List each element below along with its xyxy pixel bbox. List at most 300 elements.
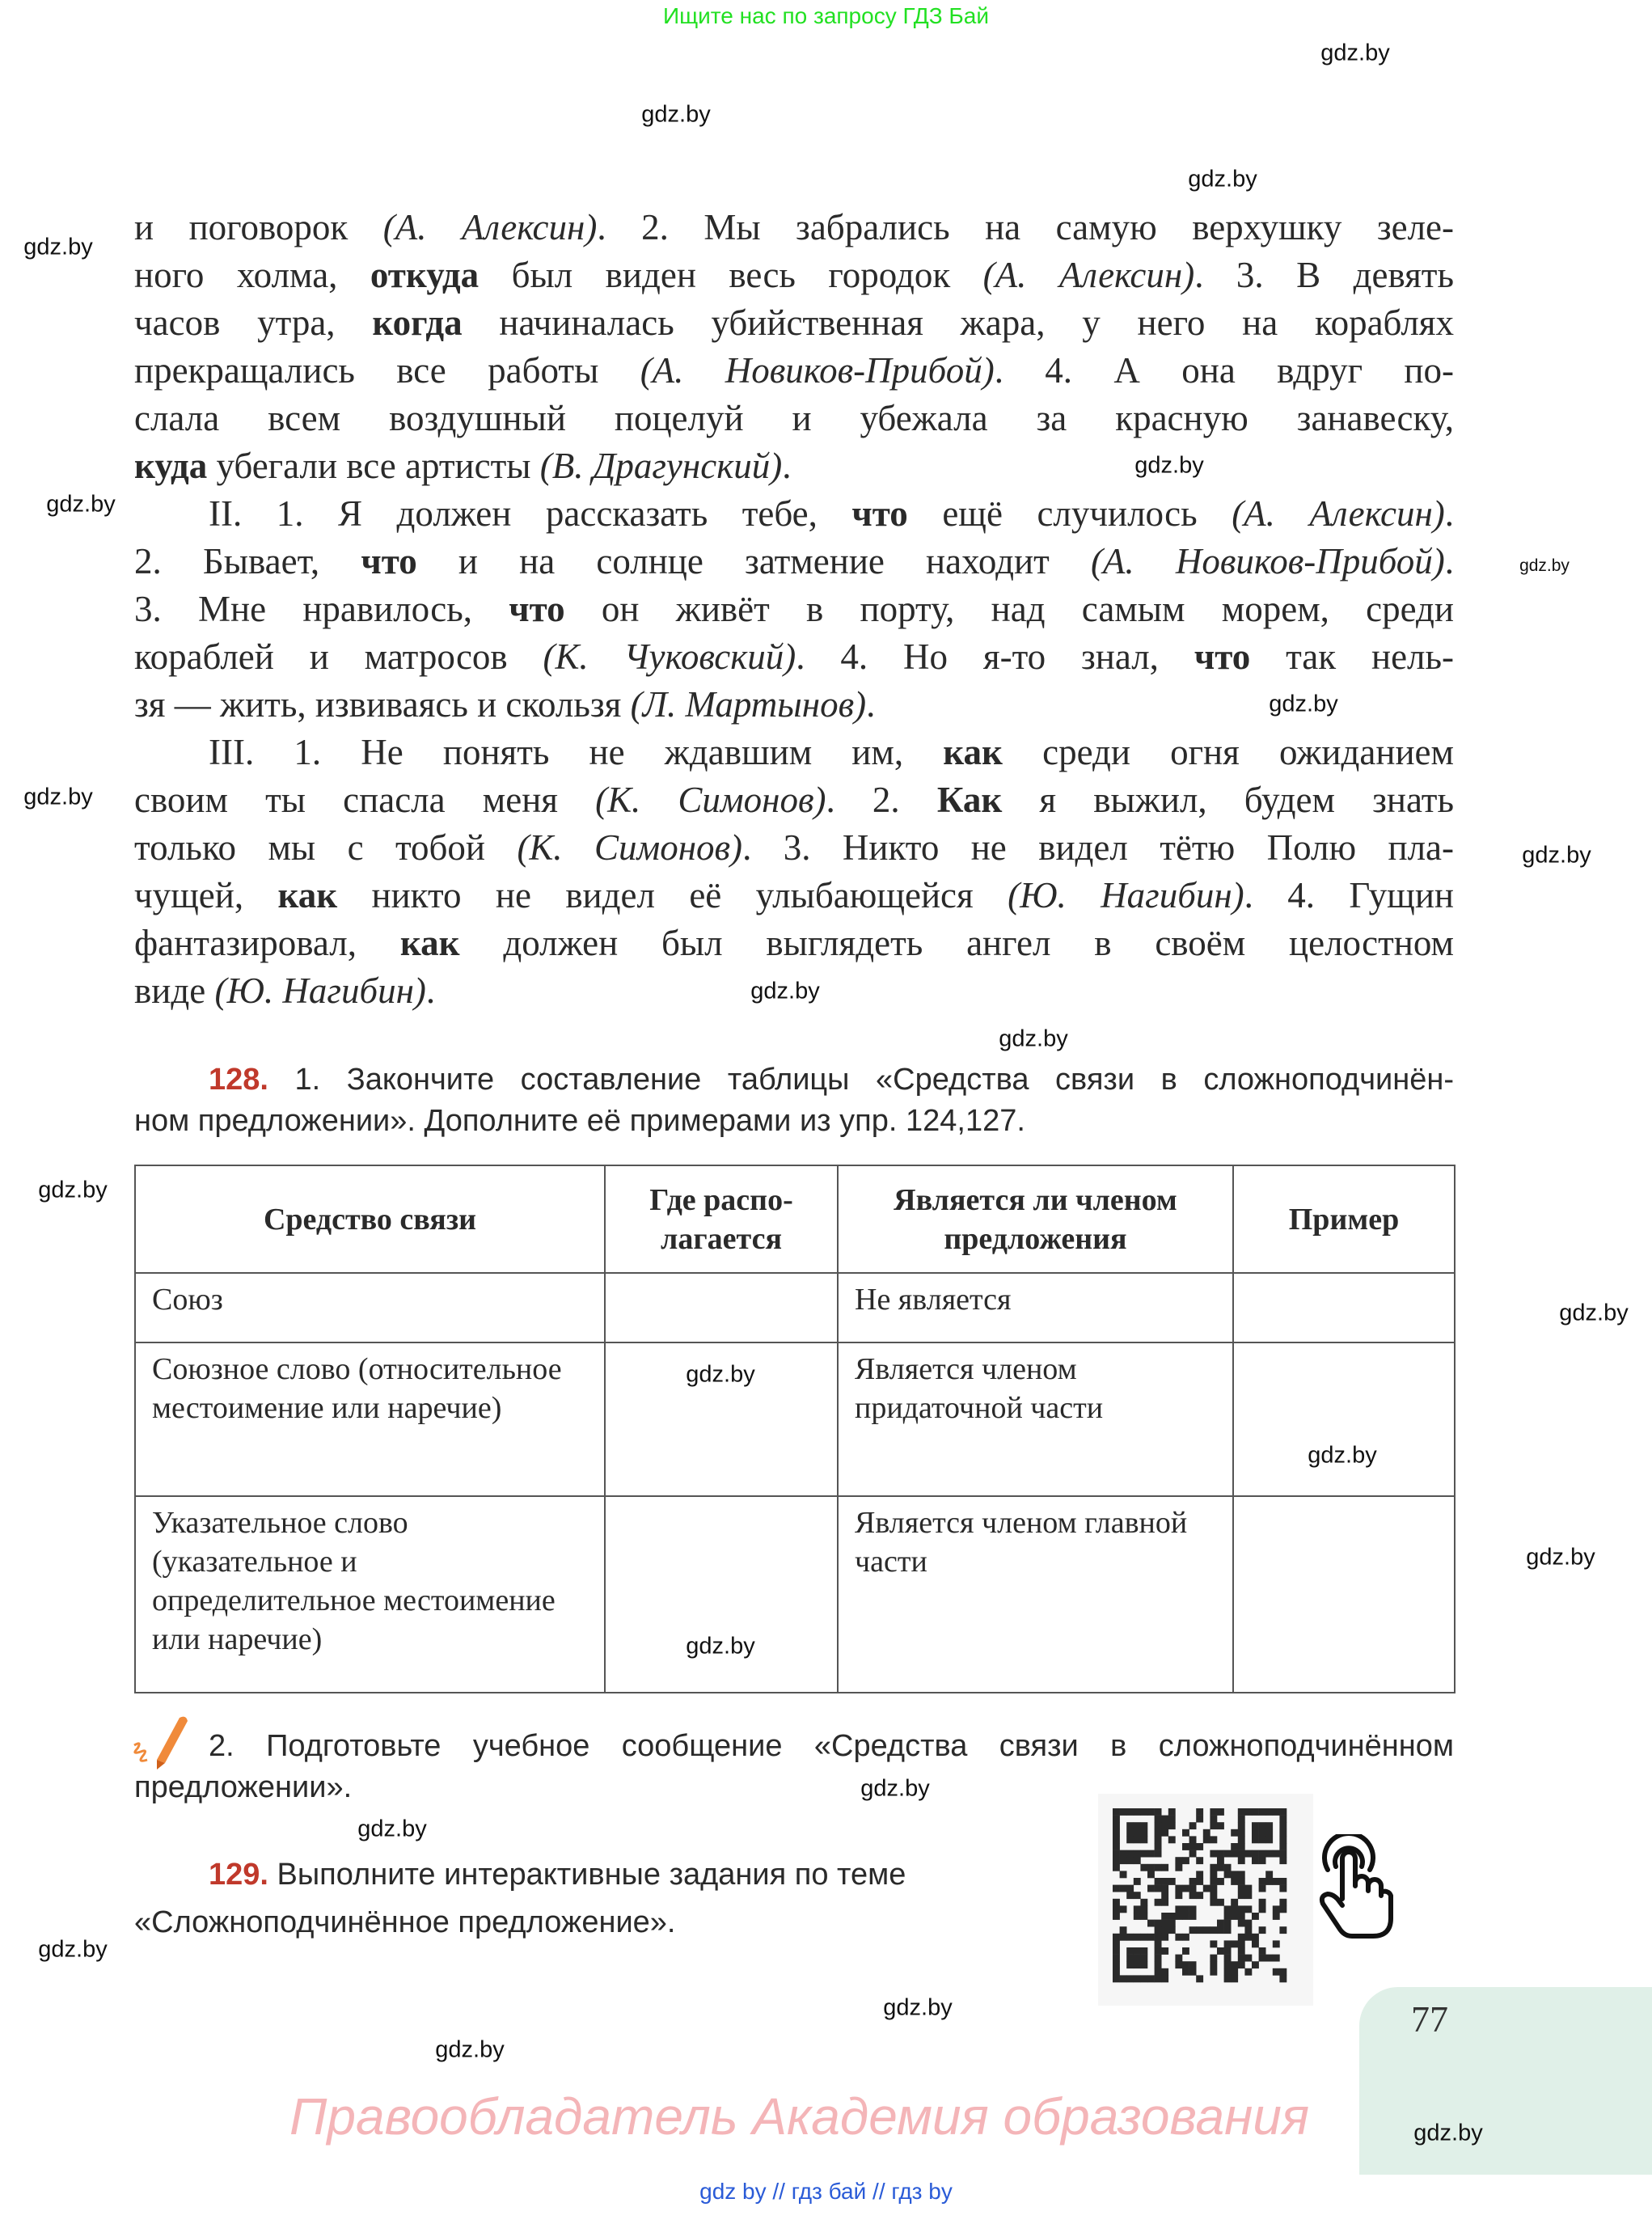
search-banner[interactable]: Ищите нас по запросу ГДЗ Бай — [662, 3, 990, 28]
qr-module — [1155, 1808, 1162, 1816]
qr-module — [1244, 1850, 1252, 1858]
qr-module — [1210, 1871, 1217, 1878]
author-citation: (К. Симонов) — [517, 827, 743, 868]
qr-module — [1238, 1836, 1245, 1843]
qr-module — [1238, 1857, 1245, 1864]
text-segment: должен был выглядеть ангел в своём целостном — [459, 923, 1454, 963]
qr-module — [1155, 1934, 1162, 1941]
qr-module — [1196, 1843, 1203, 1850]
qr-module — [1113, 1857, 1120, 1864]
qr-code[interactable] — [1098, 1794, 1313, 2006]
qr-module — [1113, 1975, 1120, 1982]
qr-module — [1161, 1822, 1168, 1829]
qr-module — [1244, 1934, 1252, 1941]
text-segment: фантазировал, — [134, 923, 400, 963]
qr-module — [1155, 1961, 1162, 1968]
text-segment: . — [1444, 493, 1454, 534]
qr-module — [1161, 1829, 1168, 1837]
qr-module — [1189, 1968, 1197, 1976]
qr-module — [1238, 1816, 1245, 1823]
qr-module — [1120, 1934, 1127, 1941]
qr-module — [1279, 1816, 1287, 1823]
watermark: gdz.by — [686, 1633, 755, 1660]
qr-module — [1126, 1892, 1134, 1899]
qr-module — [1265, 1822, 1273, 1829]
qr-module — [1217, 1808, 1224, 1816]
text-segment: . 3. В девять — [1194, 255, 1454, 295]
watermark: gdz.by — [1269, 691, 1338, 717]
conjunction-bold: когда — [372, 302, 463, 343]
text-line — [134, 920, 1454, 967]
text-segment: среди огня ожиданием — [1002, 732, 1454, 772]
task-text: 2. Подготовьте учебное сообщение «Средства связи в сложноподчинённом — [209, 1729, 1454, 1763]
qr-module — [1189, 1885, 1197, 1892]
qr-module — [1155, 1829, 1162, 1837]
qr-module — [1182, 1913, 1189, 1920]
qr-module — [1147, 1975, 1155, 1982]
qr-module — [1279, 1850, 1287, 1858]
qr-module — [1224, 1968, 1232, 1976]
qr-module — [1175, 1913, 1182, 1920]
qr-module — [1189, 1822, 1197, 1829]
watermark: gdz.by — [23, 234, 93, 260]
text-line — [134, 442, 1454, 490]
text-segment: кораблей и матросов — [134, 636, 543, 677]
text-segment: . — [1444, 541, 1454, 581]
table-cell[interactable] — [1233, 1273, 1455, 1342]
qr-module — [1217, 1850, 1224, 1858]
table-row — [135, 1496, 1455, 1693]
qr-module — [1126, 1850, 1134, 1858]
qr-module — [1224, 1850, 1232, 1858]
qr-module — [1147, 1871, 1155, 1878]
qr-module — [1140, 1913, 1147, 1920]
qr-module — [1140, 1829, 1147, 1837]
qr-module — [1196, 1878, 1203, 1885]
author-citation: (К. Симонов) — [595, 780, 826, 820]
conjunction-bold: что — [361, 541, 417, 581]
qr-module — [1126, 1857, 1134, 1864]
rights-holder-watermark: Правообладатель Академия образования — [289, 2087, 1310, 2146]
text-segment: II. 1. Я должен рассказать тебе, — [209, 493, 852, 534]
qr-module — [1140, 1864, 1147, 1871]
watermark: gdz.by — [1308, 1442, 1377, 1469]
qr-module — [1140, 1934, 1147, 1941]
qr-module — [1126, 1975, 1134, 1982]
qr-module — [1231, 1968, 1238, 1976]
watermark: gdz.by — [1519, 556, 1570, 575]
qr-module — [1238, 1947, 1245, 1955]
qr-module — [1189, 1843, 1197, 1850]
watermark: gdz.by — [1320, 40, 1390, 66]
qr-module — [1189, 1892, 1197, 1899]
author-citation: (Л. Мартынов) — [630, 684, 867, 725]
qr-module — [1175, 1892, 1182, 1899]
qr-module — [1155, 1940, 1162, 1947]
qr-module — [1238, 1843, 1245, 1850]
qr-module — [1217, 1864, 1224, 1871]
qr-module — [1113, 1905, 1120, 1913]
qr-module — [1120, 1926, 1127, 1934]
qr-module — [1182, 1947, 1189, 1955]
qr-module — [1140, 1836, 1147, 1843]
qr-module — [1238, 1871, 1245, 1878]
qr-module — [1182, 1905, 1189, 1913]
qr-module — [1161, 1934, 1168, 1941]
qr-module — [1238, 1878, 1245, 1885]
qr-module — [1175, 1961, 1182, 1968]
qr-module — [1252, 1857, 1259, 1864]
qr-module — [1279, 1822, 1287, 1829]
text-line — [134, 204, 1454, 252]
table-cell[interactable] — [605, 1496, 838, 1693]
text-line — [134, 633, 1454, 681]
qr-module — [1279, 1905, 1287, 1913]
text-segment: прекращались все работы — [134, 350, 640, 391]
text-line — [134, 395, 1454, 442]
conjunction-bold: что — [851, 493, 908, 534]
qr-module — [1140, 1899, 1147, 1906]
qr-module — [1155, 1885, 1162, 1892]
qr-module — [1175, 1934, 1182, 1941]
qr-module — [1224, 1947, 1232, 1955]
qr-module — [1259, 1955, 1266, 1962]
text-segment: III. 1. Не понять не ждавшим им, — [209, 732, 944, 772]
table-row — [135, 1273, 1455, 1342]
qr-module — [1189, 1926, 1197, 1934]
qr-module — [1168, 1836, 1176, 1843]
qr-module — [1120, 1905, 1127, 1913]
qr-module — [1259, 1899, 1266, 1906]
qr-module — [1252, 1961, 1259, 1968]
qr-module — [1210, 1816, 1217, 1823]
qr-module — [1273, 1808, 1280, 1816]
text-line — [134, 347, 1454, 395]
qr-module — [1203, 1829, 1210, 1837]
qr-module — [1161, 1892, 1168, 1899]
qr-module — [1155, 1968, 1162, 1976]
text-line — [134, 538, 1454, 586]
author-citation: (А. Новиков-Прибой) — [1090, 541, 1445, 581]
qr-module — [1155, 1955, 1162, 1962]
qr-module — [1196, 1857, 1203, 1864]
task-text: предложении». — [134, 1770, 353, 1804]
qr-module — [1134, 1961, 1141, 1968]
qr-module — [1252, 1822, 1259, 1829]
text-segment: . — [782, 446, 792, 486]
qr-module — [1203, 1926, 1210, 1934]
text-line — [134, 681, 1454, 729]
qr-module — [1155, 1975, 1162, 1982]
qr-module — [1238, 1808, 1245, 1816]
qr-module — [1244, 1885, 1252, 1892]
qr-module — [1147, 1864, 1155, 1871]
qr-module — [1273, 1905, 1280, 1913]
author-citation: (Ю. Нагибин) — [1008, 875, 1244, 915]
qr-module — [1120, 1975, 1127, 1982]
qr-module — [1113, 1968, 1120, 1976]
text-line — [134, 872, 1454, 920]
text-segment: . 4. Но я-то знал, — [796, 636, 1194, 677]
qr-module — [1175, 1857, 1182, 1864]
qr-module — [1126, 1808, 1134, 1816]
qr-module — [1231, 1829, 1238, 1837]
qr-module — [1244, 1808, 1252, 1816]
author-citation: (А. Новиков-Прибой) — [640, 350, 995, 391]
author-citation: (В. Драгунский) — [539, 446, 783, 486]
qr-module — [1189, 1905, 1197, 1913]
qr-module — [1189, 1836, 1197, 1843]
qr-module — [1224, 1926, 1232, 1934]
qr-module — [1161, 1926, 1168, 1934]
qr-module — [1155, 1947, 1162, 1955]
qr-module — [1134, 1808, 1141, 1816]
qr-module — [1273, 1878, 1280, 1885]
qr-module — [1259, 1905, 1266, 1913]
qr-module — [1168, 1878, 1176, 1885]
qr-module — [1113, 1864, 1120, 1871]
task-text: 1. Закончите составление таблицы «Средства связи в сложноподчинён- — [268, 1063, 1454, 1097]
qr-module — [1140, 1808, 1147, 1816]
qr-module — [1147, 1808, 1155, 1816]
qr-module — [1231, 1913, 1238, 1920]
qr-module — [1210, 1961, 1217, 1968]
qr-module — [1134, 1905, 1141, 1913]
qr-module — [1279, 1975, 1287, 1982]
text-segment: . — [425, 970, 436, 1011]
qr-module — [1244, 1920, 1252, 1927]
task-128 — [134, 1059, 1454, 1142]
qr-module — [1273, 1940, 1280, 1947]
conjunction-bold: как — [277, 875, 338, 915]
author-citation: (Ю. Нагибин) — [214, 970, 426, 1011]
qr-module — [1140, 1822, 1147, 1829]
qr-module — [1155, 1920, 1162, 1927]
qr-module — [1244, 1892, 1252, 1899]
qr-module — [1147, 1850, 1155, 1858]
text-segment: и на солнце затмение находит — [416, 541, 1091, 581]
text-segment: слала всем воздушный поцелуй и убежала за красную занавеску, — [134, 398, 1454, 438]
qr-module — [1217, 1947, 1224, 1955]
watermark: gdz.by — [23, 784, 93, 810]
qr-module — [1161, 1816, 1168, 1823]
qr-module — [1238, 1885, 1245, 1892]
qr-module — [1134, 1975, 1141, 1982]
table-cell: Является членом главной части — [838, 1496, 1233, 1693]
text-segment: только мы с тобой — [134, 827, 518, 868]
qr-module — [1140, 1961, 1147, 1968]
qr-module — [1259, 1808, 1266, 1816]
watermark: gdz.by — [641, 101, 711, 128]
qr-module — [1120, 1808, 1127, 1816]
qr-module — [1147, 1934, 1155, 1941]
table-cell: Указательное слово (указательное и определительное местоимение или наречие) — [135, 1496, 605, 1693]
qr-module — [1279, 1843, 1287, 1850]
qr-module — [1189, 1850, 1197, 1858]
text-segment: никто не видел её улыбающейся — [337, 875, 1008, 915]
qr-module — [1210, 1899, 1217, 1906]
qr-module — [1134, 1955, 1141, 1962]
qr-module — [1252, 1913, 1259, 1920]
qr-module — [1279, 1968, 1287, 1976]
author-citation: (А. Алексин) — [982, 255, 1195, 295]
qr-module — [1224, 1913, 1232, 1920]
qr-module — [1155, 1836, 1162, 1843]
qr-module — [1182, 1843, 1189, 1850]
watermark: gdz.by — [38, 1177, 108, 1203]
qr-module — [1210, 1885, 1217, 1892]
qr-module — [1134, 1822, 1141, 1829]
qr-module — [1196, 1975, 1203, 1982]
conjunction-bold: что — [509, 589, 565, 629]
table-cell: Союзное слово (относительное местоимение или наречие) — [135, 1342, 605, 1496]
table-header: Где распо- лагается — [605, 1165, 838, 1273]
qr-module — [1126, 1885, 1134, 1892]
text-segment: убегали все артисты — [207, 446, 540, 486]
qr-module — [1134, 1878, 1141, 1885]
qr-module — [1265, 1871, 1273, 1878]
qr-module — [1168, 1822, 1176, 1829]
text-segment: . 4. А она вдруг по- — [994, 350, 1454, 391]
qr-module — [1134, 1829, 1141, 1837]
text-segment: 3. Мне нравилось, — [134, 589, 509, 629]
qr-module — [1224, 1975, 1232, 1982]
qr-module — [1196, 1871, 1203, 1878]
watermark: gdz.by — [435, 2036, 505, 2063]
watermark: gdz.by — [860, 1775, 930, 1802]
footer-links[interactable]: gdz by // гдз бай // гдз by — [699, 2179, 953, 2204]
qr-module — [1217, 1920, 1224, 1927]
qr-module — [1155, 1822, 1162, 1829]
qr-module — [1259, 1822, 1266, 1829]
qr-module — [1168, 1913, 1176, 1920]
qr-module — [1224, 1940, 1232, 1947]
task-128-line-1 — [134, 1059, 1454, 1101]
task-number: 129. — [209, 1858, 268, 1892]
table-cell[interactable] — [1233, 1342, 1455, 1496]
table-cell: Является членом придаточной части — [838, 1342, 1233, 1496]
qr-module — [1224, 1920, 1232, 1927]
qr-module — [1189, 1913, 1197, 1920]
text-segment: своим ты спасла меня — [134, 780, 596, 820]
qr-module — [1231, 1899, 1238, 1906]
text-segment: часов утра, — [134, 302, 373, 343]
qr-module — [1155, 1816, 1162, 1823]
conjunction-bold: как — [399, 923, 460, 963]
qr-module — [1196, 1926, 1203, 1934]
task-128-line-2: ном предложении». Дополните её примерами из упр. 124,127. — [134, 1104, 1025, 1138]
table-header: Является ли членом предложения — [838, 1165, 1233, 1273]
qr-module — [1252, 1836, 1259, 1843]
qr-module — [1273, 1913, 1280, 1920]
qr-module — [1231, 1878, 1238, 1885]
text-segment: чущей, — [134, 875, 278, 915]
qr-module — [1168, 1816, 1176, 1823]
qr-module — [1182, 1885, 1189, 1892]
qr-module — [1140, 1975, 1147, 1982]
qr-module — [1231, 1843, 1238, 1850]
qr-module — [1210, 1878, 1217, 1885]
qr-module — [1147, 1920, 1155, 1927]
qr-module — [1279, 1885, 1287, 1892]
qr-module — [1210, 1955, 1217, 1962]
qr-module — [1113, 1947, 1120, 1955]
table-cell[interactable] — [1233, 1496, 1455, 1693]
qr-module — [1273, 1968, 1280, 1976]
qr-module — [1265, 1878, 1273, 1885]
exercise-text — [134, 204, 1454, 1015]
qr-module — [1238, 1892, 1245, 1899]
connection-means-table — [134, 1165, 1456, 1693]
qr-module — [1244, 1968, 1252, 1976]
qr-module — [1279, 1878, 1287, 1885]
qr-module — [1210, 1968, 1217, 1976]
qr-module — [1113, 1822, 1120, 1829]
qr-module — [1168, 1926, 1176, 1934]
qr-module — [1113, 1913, 1120, 1920]
qr-module — [1217, 1899, 1224, 1906]
qr-module — [1155, 1843, 1162, 1850]
qr-module — [1140, 1947, 1147, 1955]
qr-module — [1175, 1905, 1182, 1913]
qr-module — [1175, 1955, 1182, 1962]
qr-module — [1217, 1857, 1224, 1864]
qr-module — [1259, 1926, 1266, 1934]
qr-module — [1140, 1850, 1147, 1858]
qr-module — [1238, 1955, 1245, 1962]
watermark: gdz.by — [1134, 452, 1204, 479]
qr-module — [1224, 1961, 1232, 1968]
qr-module — [1259, 1947, 1266, 1955]
qr-module — [1126, 1955, 1134, 1962]
qr-module — [1113, 1955, 1120, 1962]
table-row — [135, 1342, 1455, 1496]
qr-module — [1113, 1899, 1120, 1906]
table-header: Пример — [1233, 1165, 1455, 1273]
qr-module — [1238, 1961, 1245, 1968]
qr-module — [1120, 1885, 1127, 1892]
qr-module — [1279, 1899, 1287, 1906]
qr-module — [1113, 1934, 1120, 1941]
text-line — [134, 490, 1454, 538]
watermark: gdz.by — [38, 1936, 108, 1963]
qr-module — [1175, 1864, 1182, 1871]
table-cell[interactable] — [605, 1273, 838, 1342]
qr-module — [1259, 1878, 1266, 1885]
qr-module — [1161, 1975, 1168, 1982]
table-cell: Не является — [838, 1273, 1233, 1342]
qr-module — [1217, 1822, 1224, 1829]
text-line — [134, 299, 1454, 347]
text-segment: . — [866, 684, 876, 725]
text-segment: . 4. Гущин — [1244, 875, 1454, 915]
qr-module — [1189, 1961, 1197, 1968]
qr-module — [1126, 1836, 1134, 1843]
qr-module — [1238, 1934, 1245, 1941]
table-cell: Союз — [135, 1273, 605, 1342]
qr-module — [1182, 1829, 1189, 1837]
text-line — [134, 824, 1454, 872]
conjunction-bold: куда — [134, 446, 208, 486]
qr-module — [1113, 1885, 1120, 1892]
tap-hand-icon[interactable] — [1316, 1834, 1394, 1945]
text-segment: . 2. — [826, 780, 937, 820]
qr-module — [1244, 1926, 1252, 1934]
qr-module — [1259, 1836, 1266, 1843]
task-129 — [134, 1854, 1064, 1943]
qr-module — [1161, 1920, 1168, 1927]
watermark: gdz.by — [46, 491, 116, 518]
